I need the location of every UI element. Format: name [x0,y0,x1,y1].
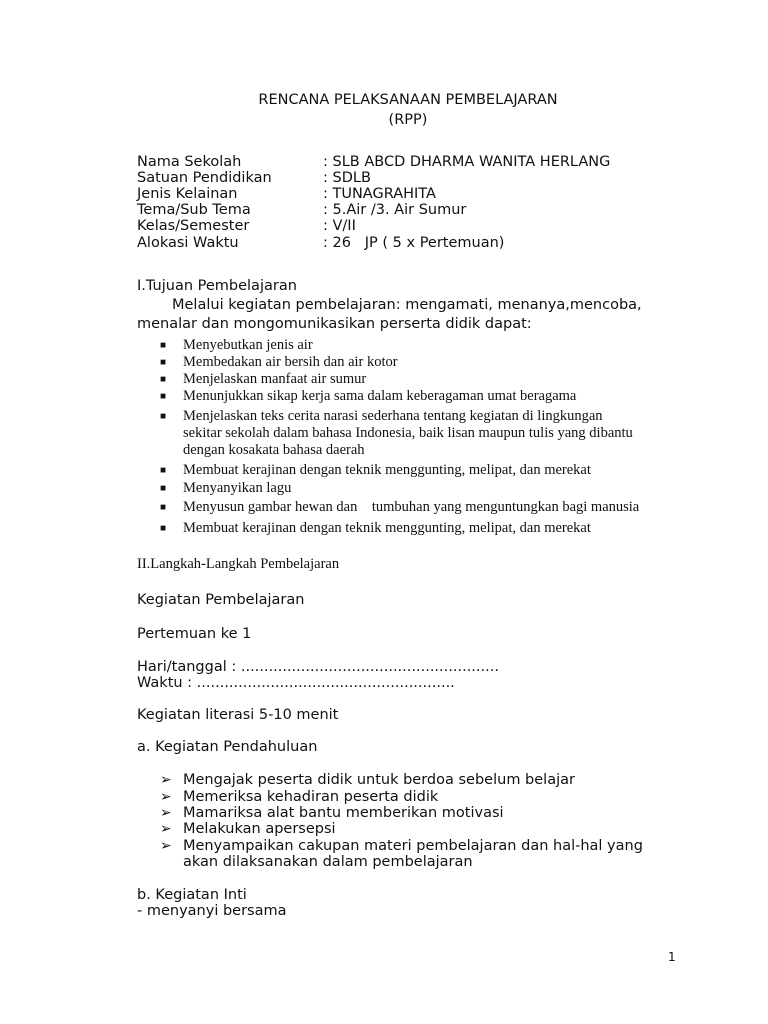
identity-value: : SLB ABCD DHARMA WANITA HERLANG [323,154,611,170]
list-item: Menjelaskan teks cerita narasi sederhana tentang kegiatan di lingkungan [183,408,603,424]
list-item: Memeriksa kehadiran peserta didik [183,789,439,805]
section-heading: II.Langkah-Langkah Pembelajaran [137,556,340,572]
arrow-bullet-icon: ➢ [160,805,172,821]
intro-text: Melalui kegiatan pembelajaran: mengamati, menanya,mencoba, [172,297,642,313]
bullet-icon: ■ [160,357,167,368]
activity-item: - menyanyi bersama [137,903,287,919]
document-title: RENCANA PELAKSANAAN PEMBELAJARAN [258,92,558,108]
list-item: Menyusun gambar hewan dan tumbuhan yang menguntungkan bagi manusia [183,499,640,515]
list-item: Menyanyikan lagu [183,480,292,496]
identity-label: Alokasi Waktu [137,235,239,251]
bullet-icon: ■ [160,411,167,422]
identity-label: Tema/Sub Tema [137,202,251,218]
identity-value: : V/II [323,218,356,234]
list-item: Mamariksa alat bantu memberikan motivasi [183,805,504,821]
bullet-icon: ■ [160,523,167,534]
time-line: Waktu : ........................................................ [137,675,455,691]
list-item: Membedakan air bersih dan air kotor [183,354,398,370]
list-item: Menjelaskan manfaat air sumur [183,371,367,387]
list-item: Membuat kerajinan dengan teknik menggunting, melipat, dan merekat [183,462,591,478]
list-item: Menyampaikan cakupan materi pembelajaran dan hal-hal yang [183,838,643,854]
arrow-bullet-icon: ➢ [160,789,172,805]
list-item: Menyebutkan jenis air [183,337,313,353]
list-item: Mengajak peserta didik untuk berdoa sebelum belajar [183,772,575,788]
list-item: Melakukan apersepsi [183,821,336,837]
section-heading: I.Tujuan Pembelajaran [137,278,297,294]
bullet-icon: ■ [160,391,167,402]
list-item: Menunjukkan sikap kerja sama dalam keberagaman umat beragama [183,388,577,404]
literacy-line: Kegiatan literasi 5-10 menit [137,707,339,723]
meeting-label: Pertemuan ke 1 [137,626,252,642]
bullet-icon: ■ [160,340,167,351]
list-item-continuation: akan dilaksanakan dalam pembelajaran [183,854,473,870]
intro-text: menalar dan mongomunikasikan perserta didik dapat: [137,316,532,332]
identity-label: Kelas/Semester [137,218,250,234]
list-item-continuation: sekitar sekolah dalam bahasa Indonesia, baik lisan maupun tulis yang dibantu [183,425,633,441]
arrow-bullet-icon: ➢ [160,838,172,854]
subheading: a. Kegiatan Pendahuluan [137,739,318,755]
date-line: Hari/tanggal : ........................................................ [137,659,499,675]
document-subtitle: (RPP) [388,112,428,128]
list-item: Membuat kerajinan dengan teknik menggunting, melipat, dan merekat [183,520,591,536]
arrow-bullet-icon: ➢ [160,772,172,788]
identity-label: Satuan Pendidikan [137,170,272,186]
page-number: 1 [668,950,676,964]
arrow-bullet-icon: ➢ [160,821,172,837]
identity-value: : TUNAGRAHITA [323,186,436,202]
identity-value: : 26 JP ( 5 x Pertemuan) [323,235,505,251]
identity-label: Nama Sekolah [137,154,242,170]
bullet-icon: ■ [160,465,167,476]
subheading: Kegiatan Pembelajaran [137,592,305,608]
identity-value: : SDLB [323,170,371,186]
bullet-icon: ■ [160,502,167,513]
bullet-icon: ■ [160,374,167,385]
identity-label: Jenis Kelainan [137,186,238,202]
subheading: b. Kegiatan Inti [137,887,247,903]
list-item-continuation: dengan kosakata bahasa daerah [183,442,365,458]
bullet-icon: ■ [160,483,167,494]
identity-value: : 5.Air /3. Air Sumur [323,202,467,218]
